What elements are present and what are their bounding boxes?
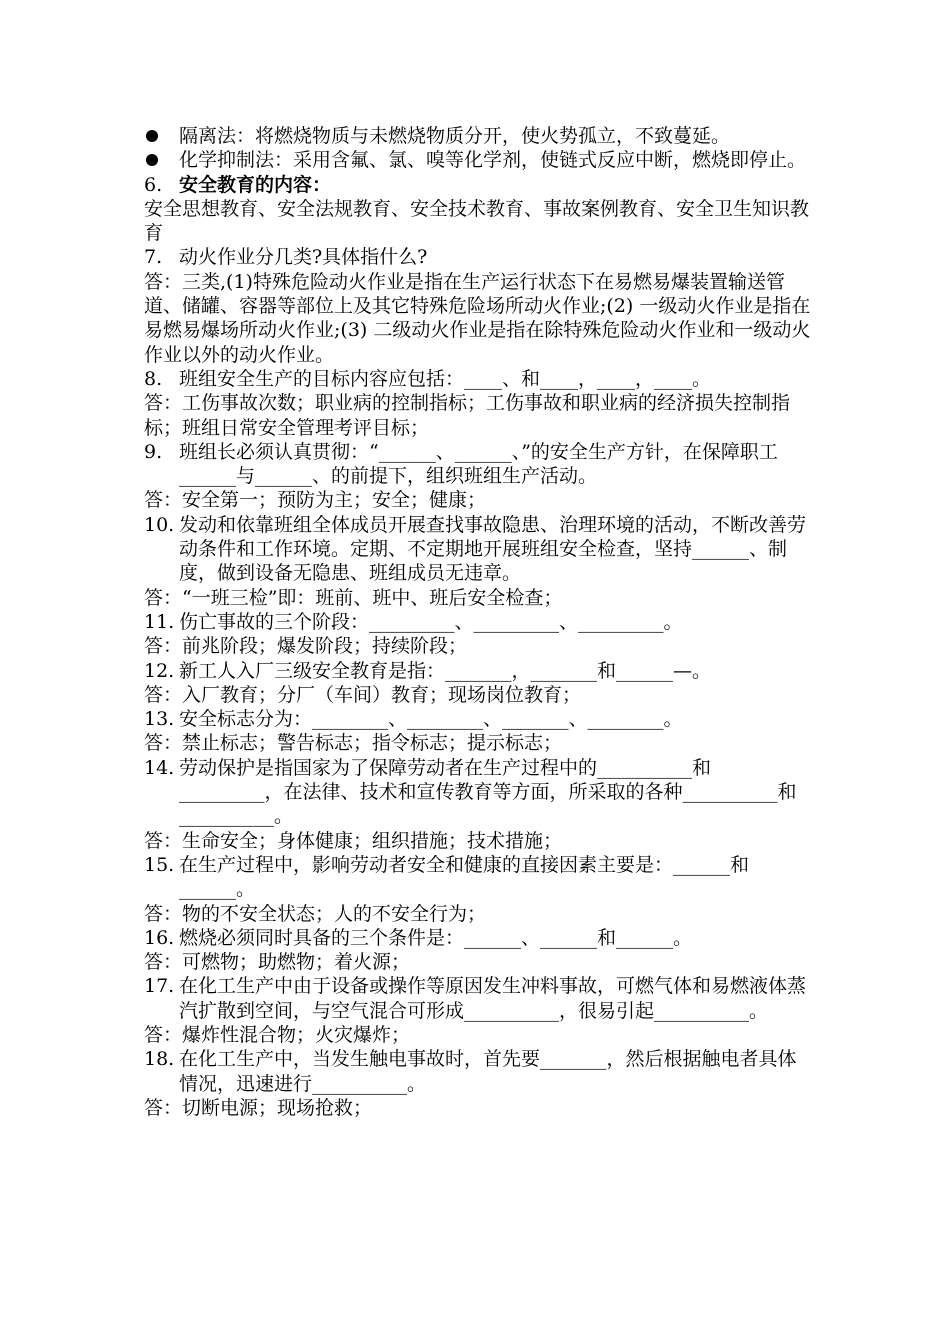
item-number: 6. xyxy=(144,173,163,196)
question-text: 班组安全生产的目标内容应包括：____、和____，____，____。 xyxy=(179,367,712,390)
item-number: 9. xyxy=(144,440,163,463)
item-number: 12. xyxy=(144,659,175,682)
bullet-icon xyxy=(146,130,158,142)
question-text: 动火作业分几类?具体指什么? xyxy=(179,246,428,269)
answer-text: 答：三类,(1)特殊危险动火作业是指在生产运行状态下在易燃易爆装置输送管道、储罐、容器等部位上及其它特殊危险场所动火作业;(2) 一级动火作业是指在易燃易爆场所动火作业;(3) 二级动火作业是指在除特殊危险动火作业和一级动火作业以外的动火作业。 xyxy=(144,270,811,366)
item-number: 17. xyxy=(144,975,175,998)
item-number: 7. xyxy=(144,246,163,269)
bullet-icon xyxy=(146,154,158,166)
question-text: 班组长必须认真贯彻：“______、______、”的安全生产方针，在保障职工______与______、的前提下，组织班组生产活动。 xyxy=(179,440,778,488)
question-text: 在化工生产中，当发生触电事故时，首先要_______，然后根据触电者具体情况，迅速进行__________。 xyxy=(179,1048,797,1095)
answer-text: 答：可燃物；助燃物；着火源； xyxy=(144,951,411,974)
question-text: 安全标志分为：________、________、_______、________。 xyxy=(179,708,683,731)
question-15 xyxy=(144,853,814,902)
answer-text: 答：生命安全；身体健康；组织措施；技术措施； xyxy=(144,829,563,852)
item-number: 16. xyxy=(144,926,175,949)
question-16 xyxy=(144,926,814,950)
answer-text: 答：工伤事故次数；职业病的控制指标；工伤事故和职业病的经济损失控制指标；班组日常安全管理考评目标； xyxy=(144,392,791,439)
document-body xyxy=(144,124,814,1120)
answer-text: 答：禁止标志；警告标志；指令标志；提示标志； xyxy=(144,732,563,755)
question-18 xyxy=(144,1047,814,1096)
answer-text: 答：入厂教育；分厂（车间）教育；现场岗位教育； xyxy=(144,683,582,706)
answer-text: 答：前兆阶段；爆发阶段；持续阶段； xyxy=(144,635,468,658)
question-17 xyxy=(144,974,814,1023)
question-text: 伤亡事故的三个阶段：_________、_________、_________。 xyxy=(179,610,683,633)
question-11 xyxy=(144,610,814,634)
question-text: 劳动保护是指国家为了保障劳动者在生产过程中的__________和_________，在法律、技术和宣传教育等方面，所采取的各种__________和__________。 xyxy=(179,756,797,828)
question-12 xyxy=(144,659,814,683)
answer-text: 答：“一班三检”即：班前、班中、班后安全检查； xyxy=(144,586,563,609)
bullet-text: 化学抑制法：采用含氟、氯、嗅等化学剂，使链式反应中断，燃烧即停止。 xyxy=(179,149,807,172)
item-number: 11. xyxy=(144,610,175,633)
section-heading: 安全教育的内容： xyxy=(179,173,332,196)
question-14 xyxy=(144,756,814,829)
question-text: 燃烧必须同时具备的三个条件是：______、______和______。 xyxy=(179,926,693,949)
answer-text: 答：安全第一；预防为主；安全；健康； xyxy=(144,489,487,512)
question-8 xyxy=(144,367,814,391)
question-9 xyxy=(144,440,814,489)
question-10 xyxy=(144,513,814,586)
question-7 xyxy=(144,245,814,269)
item-number: 8. xyxy=(144,367,163,390)
bullet-text: 隔离法：将燃烧物质与未燃烧物质分开，使火势孤立，不致蔓延。 xyxy=(179,125,731,147)
question-text: 在生产过程中，影响劳动者安全和健康的直接因素主要是：______和______。 xyxy=(179,853,750,901)
item-number: 15. xyxy=(144,853,175,876)
question-text: 新工人入厂三级安全教育是指：_______，_______和______—。 xyxy=(179,659,712,682)
item-number: 10. xyxy=(144,513,175,536)
answer-text: 安全思想教育、安全法规教育、安全技术教育、事故案例教育、安全卫生知识教育 xyxy=(144,197,810,245)
item-number: 13. xyxy=(144,708,175,731)
question-text: 发动和依靠班组全体成员开展查找事故隐患、治理环境的活动，不断改善劳动条件和工作环境。定期、不定期地开展班组安全检查，坚持______、制度，做到设备无隐患、班组成员无违章。 xyxy=(179,513,807,585)
item-number: 18. xyxy=(144,1048,175,1071)
answer-text: 答：切断电源；现场抢救； xyxy=(144,1096,373,1119)
bullet-item xyxy=(144,148,814,172)
item-number: 14. xyxy=(144,756,175,779)
question-13 xyxy=(144,707,814,731)
answer-text: 答：物的不安全状态；人的不安全行为； xyxy=(144,902,487,925)
bullet-item xyxy=(144,124,814,148)
question-6 xyxy=(144,173,814,197)
answer-text: 答：爆炸性混合物；火灾爆炸； xyxy=(144,1023,411,1046)
question-text: 在化工生产中由于设备或操作等原因发生冲料事故，可燃气体和易燃液体蒸汽扩散到空间，与空气混合可形成__________，很易引起__________。 xyxy=(179,975,807,1022)
